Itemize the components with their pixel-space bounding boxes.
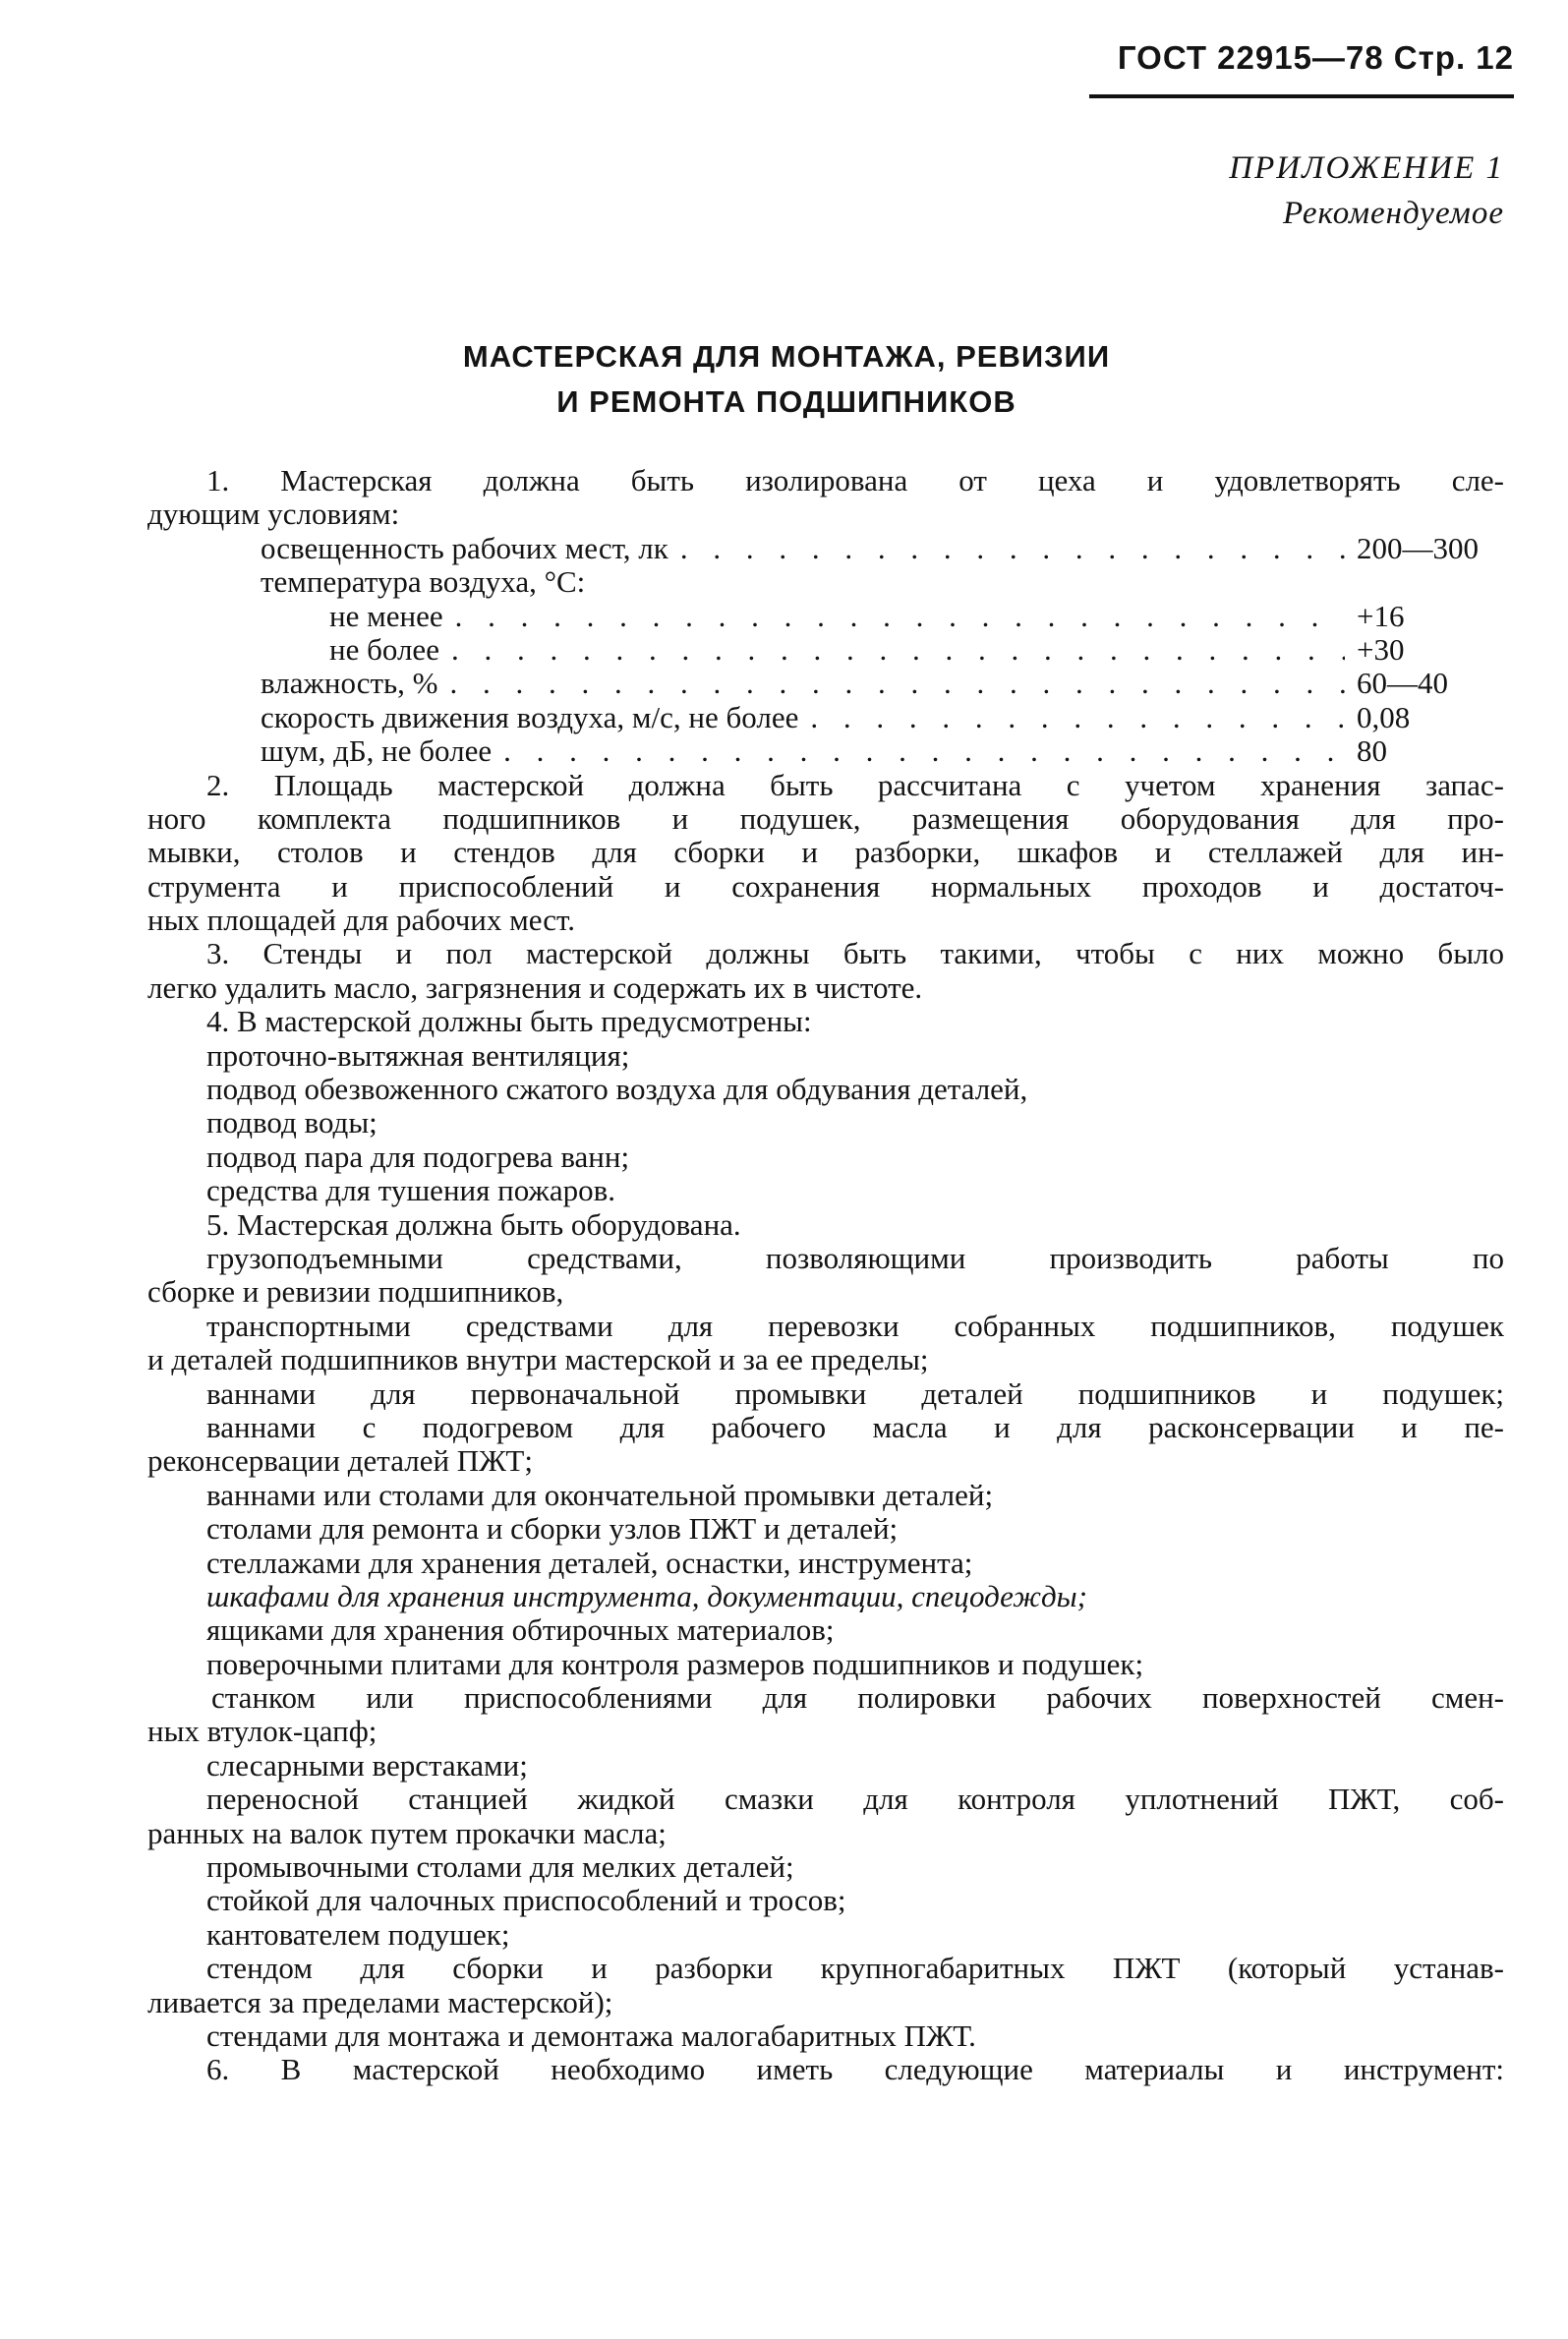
leader-dots: [810, 701, 1345, 734]
appendix-title: ПРИЛОЖЕНИЕ 1: [1229, 150, 1504, 186]
p5-line-24: ливается за пределами мастерской);: [147, 1984, 613, 2019]
condition-label: скорость движения воздуха, м/с, не более: [261, 699, 799, 734]
condition-value: +30: [1357, 631, 1405, 667]
p4-line-2: проточно-вытяжная вентиляция;: [206, 1037, 630, 1073]
p5-line-9: ваннами или столами для окончательной промывки деталей;: [206, 1477, 994, 1512]
title-line-1: МАСТЕРСКАЯ ДЛЯ МОНТАЖА, РЕВИЗИИ: [462, 339, 1111, 374]
p5-line-11: стеллажами для хранения деталей, оснастки, инструмента;: [206, 1545, 973, 1580]
condition-noise: [147, 734, 1504, 768]
p2-line-2: ного комплекта подшипников и подушек, размещения оборудования для про-: [147, 801, 1504, 836]
condition-label: не более: [329, 631, 439, 667]
p5-line-4: транспортными средствами для перевозки собранных подшипников, подушек: [206, 1309, 1504, 1343]
condition-air-speed: [147, 701, 1504, 734]
p5-line-22: кантователем подушек;: [206, 1916, 510, 1952]
p5-line-23: стендом для сборки и разборки крупногабаритных ПЖТ (который устанав-: [206, 1952, 1504, 1986]
appendix-subtitle: Рекомендуемое: [1282, 196, 1504, 231]
condition-label: не менее: [329, 598, 443, 633]
condition-temp-min: [147, 600, 1504, 633]
condition-temp-max: [147, 633, 1504, 667]
p5-line-14: поверочными плитами для контроля размеров подшипников и подушек;: [206, 1646, 1144, 1681]
p5-line-2: грузоподъемными средствами, позволяющими производить работы по: [206, 1241, 1504, 1275]
p5-line-5: и деталей подшипников внутри мастерской и за ее пределы;: [147, 1342, 929, 1377]
p5-line-1: 5. Мастерская должна быть оборудована.: [206, 1206, 741, 1242]
p4-line-5: подвод пара для подогрева ванн;: [206, 1139, 630, 1174]
header-rule: [1089, 94, 1514, 98]
condition-label: шум, дБ, не более: [261, 733, 493, 769]
condition-value: 0,08: [1357, 699, 1411, 734]
p5-line-18: переносной станцией жидкой смазки для контроля уплотнений ПЖТ, соб-: [206, 1783, 1504, 1817]
p4-line-4: подвод воды;: [206, 1105, 377, 1140]
p5-line-6: ваннами для первоначальной промывки деталей подшипников и подушек;: [206, 1376, 1504, 1411]
p6-line-1: 6. В мастерской необходимо иметь следующие материалы и инструмент:: [206, 2053, 1504, 2087]
leader-dots: [503, 734, 1345, 768]
p1-line-2: дующим условиям:: [147, 497, 400, 532]
p5-line-8: реконсервации деталей ПЖТ;: [147, 1443, 533, 1479]
condition-lighting: [147, 532, 1504, 565]
p4-line-3: подвод обезвоженного сжатого воздуха для обдувания деталей,: [206, 1072, 1028, 1107]
p5-line-20: промывочными столами для мелких деталей;: [206, 1849, 794, 1885]
p5-line-19: ранных на валок путем прокачки масла;: [147, 1815, 667, 1850]
condition-label: освещенность рабочих мест, лк: [261, 530, 668, 565]
leader-dots: [680, 532, 1345, 565]
p5-line-21: стойкой для чалочных приспособлений и тросов;: [206, 1883, 846, 1918]
p5-line-12: шкафами для хранения инструмента, документации, спецодежды;: [206, 1578, 1087, 1613]
p1-line-1: 1. Мастерская должна быть изолирована от цеха и удовлетворять сле-: [206, 464, 1504, 497]
p2-line-1: 2. Площадь мастерской должна быть рассчитана с учетом хранения запас-: [206, 768, 1504, 802]
leader-dots: [450, 667, 1345, 700]
condition-value: 60—40: [1357, 666, 1448, 701]
condition-value: 80: [1357, 733, 1387, 769]
leader-dots: [451, 633, 1345, 667]
condition-humidity: [147, 667, 1504, 700]
condition-value: +16: [1357, 598, 1405, 633]
p3-line-1: 3. Стенды и пол мастерской должны быть такими, чтобы с них можно было: [206, 937, 1504, 971]
p4-line-6: средства для тушения пожаров.: [206, 1173, 616, 1208]
p5-line-7: ваннами с подогревом для рабочего масла и для расконсервации и пе-: [206, 1410, 1504, 1444]
p2-line-4: струмента и приспособлений и сохранения нормальных проходов и достаточ-: [147, 869, 1504, 904]
p5-line-16: ных втулок-цапф;: [147, 1714, 377, 1749]
p5-line-15: станком или приспособлениями для полировки рабочих поверхностей смен-: [211, 1681, 1504, 1716]
appendix-label: [1081, 146, 1504, 236]
title-line-2: И РЕМОНТА ПОДШИПНИКОВ: [556, 384, 1016, 419]
p5-line-17: слесарными верстаками;: [206, 1747, 528, 1783]
p2-line-3: мывки, столов и стендов для сборки и разборки, шкафов и стеллажей для ин-: [147, 836, 1504, 870]
leader-dots: [455, 600, 1345, 633]
p2-line-5: ных площадей для рабочих мест.: [147, 903, 576, 938]
condition-label: влажность, %: [261, 666, 438, 701]
p5-line-25: стендами для монтажа и демонтажа малогабаритных ПЖТ.: [206, 2017, 976, 2053]
condition-value: 200—300: [1357, 530, 1479, 565]
p5-line-3: сборке и ревизии подшипников,: [147, 1274, 564, 1310]
p5-line-13: ящиками для хранения обтирочных материалов;: [206, 1612, 835, 1648]
document-title: [197, 334, 1376, 425]
page-header: ГОСТ 22915—78 Стр. 12: [1117, 39, 1514, 76]
p3-line-2: легко удалить масло, загрязнения и содержать их в чистоте.: [147, 969, 923, 1005]
p5-line-10: столами для ремонта и сборки узлов ПЖТ и деталей;: [206, 1511, 899, 1547]
p4-line-1: 4. В мастерской должны быть предусмотрены:: [206, 1004, 812, 1039]
document-body: [147, 464, 1504, 2087]
condition-temperature-label: температура воздуха, °С:: [261, 564, 586, 600]
